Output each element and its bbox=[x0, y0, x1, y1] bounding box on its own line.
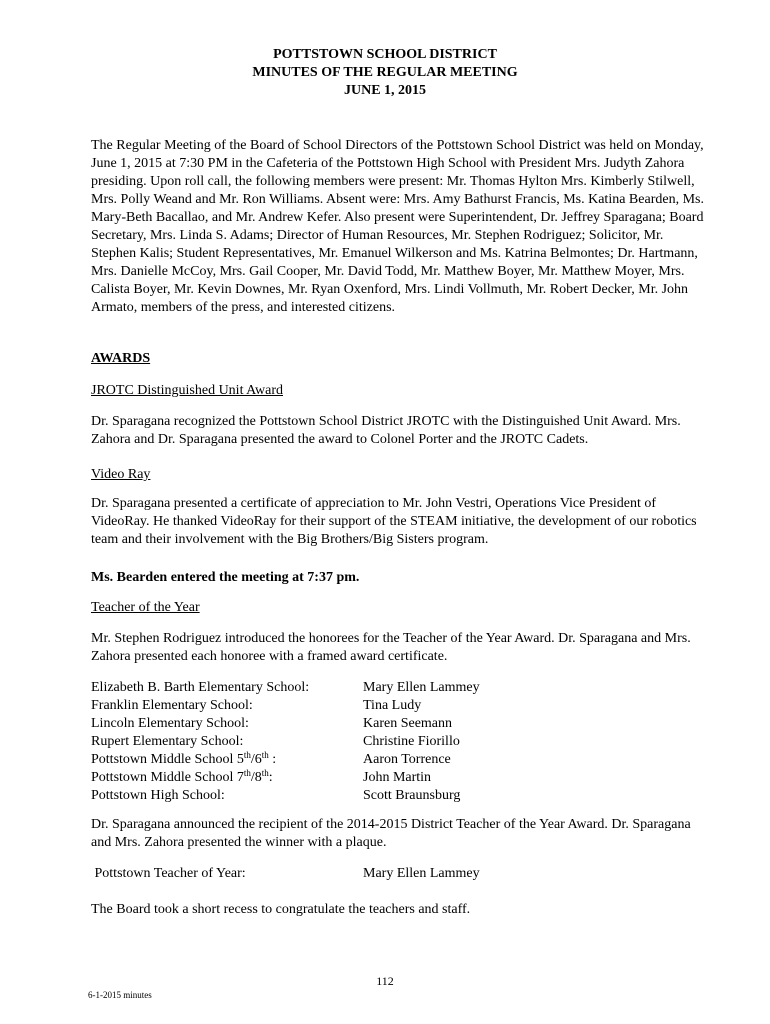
honoree-name: Mary Ellen Lammey bbox=[363, 680, 480, 695]
jrotc-text: Dr. Sparagana recognized the Pottstown School District JROTC with the Distinguished Unit Award. Mrs. Zahora and Dr. Sparagana presented the award to Colonel Porter and the JROTC Cadets. bbox=[91, 414, 681, 447]
recess-text: The Board took a short recess to congratulate the teachers and staff. bbox=[91, 902, 471, 917]
honoree-row bbox=[91, 787, 711, 805]
honoree-name: Christine Fiorillo bbox=[363, 734, 460, 749]
honoree-name: Scott Braunsburg bbox=[363, 788, 461, 803]
bearden-note: Ms. Bearden entered the meeting at 7:37 pm. bbox=[91, 570, 360, 585]
teacher-title: Teacher of the Year bbox=[91, 600, 200, 615]
winner-label: Pottstown Teacher of Year: bbox=[91, 866, 246, 881]
school-name: Lincoln Elementary School: bbox=[91, 716, 249, 731]
school-name: Elizabeth B. Barth Elementary School: bbox=[91, 680, 310, 695]
videoray-text: Dr. Sparagana presented a certificate of appreciation to Mr. John Vestri, Operations Vice President of VideoRay. He thanked VideoRay for their support of the STEAM initiative, the development of our robotics team and their involvement with the Big Brothers/Big Sisters program. bbox=[91, 496, 697, 547]
jrotc-title: JROTC Distinguished Unit Award bbox=[91, 383, 283, 398]
honoree-row bbox=[91, 751, 711, 769]
school-name: Pottstown High School: bbox=[91, 788, 225, 803]
honoree-name: Tina Ludy bbox=[363, 698, 422, 713]
meeting-date: JUNE 1, 2015 bbox=[343, 83, 427, 98]
honoree-table bbox=[91, 679, 711, 805]
honoree-row bbox=[91, 733, 711, 751]
school-name: Rupert Elementary School: bbox=[91, 734, 244, 749]
footer-label: 6-1-2015 minutes bbox=[88, 990, 152, 1000]
school-name: Franklin Elementary School: bbox=[91, 698, 253, 713]
winner-row bbox=[91, 865, 711, 883]
awards-heading: AWARDS bbox=[91, 351, 151, 366]
school-name: Pottstown Middle School 5th/6th : bbox=[91, 750, 277, 767]
winner-name: Mary Ellen Lammey bbox=[363, 866, 480, 881]
honoree-name: Aaron Torrence bbox=[363, 752, 451, 767]
honoree-name: John Martin bbox=[363, 770, 432, 785]
district-title: POTTSTOWN SCHOOL DISTRICT bbox=[273, 47, 497, 62]
school-name: Pottstown Middle School 7th/8th: bbox=[91, 768, 273, 785]
minutes-title: MINUTES OF THE REGULAR MEETING bbox=[252, 65, 518, 80]
document-header bbox=[0, 46, 770, 100]
honoree-row bbox=[91, 715, 711, 733]
intro-paragraph: The Regular Meeting of the Board of School Directors of the Pottstown School District was held on Monday, June 1, 2015 at 7:30 PM in the Cafeteria of the Pottstown High School with President Mrs. Judyth Zahora presiding. Upon roll call, the following members were present: Mr. Thomas Hylton Mrs. Kimberly Stilwell, Mrs. Polly Weand and Mr. Ron Williams. Absent were: Mrs. Amy Bathurst Francis, Ms. Katina Bearden, Ms. Mary-Beth Bacallao, and Mr. Andrew Kefer. Also present were Superintendent, Dr. Jeffrey Sparagana; Board Secretary, Mrs. Linda S. Adams; Director of Human Resources, Mr. Stephen Rodriguez; Solicitor, Mr. Stephen Kalis; Student Representatives, Mr. Emanuel Wilkerson and Ms. Katrina Belmontes; Dr. Hartmann, Mrs. Danielle McCoy, Mrs. Gail Cooper, Mr. David Todd, Mr. Matthew Boyer, Mr. Matthew Moyer, Mrs. Calista Boyer, Mr. Kevin Downes, Mr. Ryan Oxenford, Mrs. Lindi Vollmuth, Mr. Robert Decker, Mr. John Armato, members of the press, and interested citizens. bbox=[91, 138, 704, 315]
announce-text: Dr. Sparagana announced the recipient of the 2014-2015 District Teacher of the Year Award. Dr. Sparagana and Mrs. Zahora presented the winner with a plaque. bbox=[91, 817, 691, 850]
honoree-row bbox=[91, 697, 711, 715]
teacher-text: Mr. Stephen Rodriguez introduced the honorees for the Teacher of the Year Award. Dr. Sparagana and Mrs. Zahora presented each honoree with a framed award certificate. bbox=[91, 631, 691, 664]
honoree-row bbox=[91, 679, 711, 697]
page-number: 112 bbox=[376, 974, 394, 988]
honoree-name: Karen Seemann bbox=[363, 716, 453, 731]
honoree-row bbox=[91, 769, 711, 787]
videoray-title: Video Ray bbox=[91, 467, 151, 482]
